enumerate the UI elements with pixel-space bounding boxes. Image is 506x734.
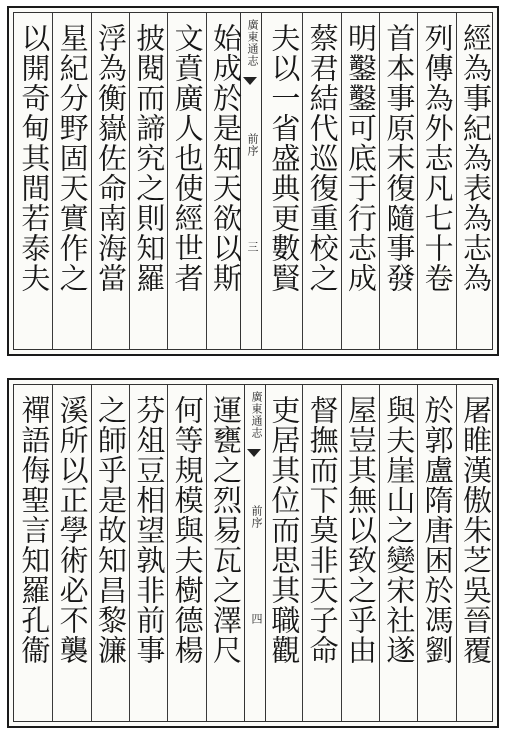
text-column: 浮為衡嶽佐命南海當 bbox=[93, 23, 128, 293]
section-label: 前序 bbox=[246, 133, 259, 157]
text-column: 於郭盧隋唐困於馮劉 bbox=[420, 395, 455, 665]
section-label: 前序 bbox=[250, 505, 263, 529]
text-column: 披閱而諦究之則知羅 bbox=[132, 23, 167, 293]
text-column: 經為事紀為表為志為 bbox=[458, 23, 493, 293]
center-margin-strip bbox=[244, 385, 266, 721]
text-column: 溪所以正學術必不襲 bbox=[55, 395, 90, 665]
text-column: 與夫崖山之變宋社遂 bbox=[382, 395, 417, 665]
bottom-page bbox=[7, 378, 499, 728]
text-column: 禪語侮聖言知羅孔衞 bbox=[17, 395, 52, 665]
top-page-frame bbox=[13, 12, 493, 350]
text-column: 運甕之烈易瓦之澤尺 bbox=[208, 395, 243, 665]
book-title-label: 廣東通志 bbox=[246, 19, 259, 67]
text-column: 夫以一省盛典更數賢 bbox=[267, 23, 302, 293]
bottom-page-frame bbox=[13, 384, 493, 722]
text-column: 文賁廣人也使經世者 bbox=[170, 23, 205, 293]
text-column: 明鑿鑿可底于行志成 bbox=[343, 23, 378, 293]
text-column: 首本事原末復隨事發 bbox=[382, 23, 417, 293]
text-column: 屋豈其無以致之乎由 bbox=[343, 395, 378, 665]
fishtail-ornament-icon bbox=[243, 77, 257, 85]
text-column: 蔡君結代巡復重校之 bbox=[305, 23, 340, 293]
book-title-label: 廣東通志 bbox=[250, 391, 263, 439]
page-number: 四 bbox=[250, 613, 263, 625]
text-column: 何等規模與夫樹德楊 bbox=[170, 395, 205, 665]
text-column: 列傳為外志凡七十卷 bbox=[420, 23, 455, 293]
text-column: 芬俎豆相望孰非前事 bbox=[132, 395, 167, 665]
text-column: 吏居其位而思其職觀 bbox=[267, 395, 302, 665]
text-column: 星紀分野固天實作之 bbox=[55, 23, 90, 293]
text-column: 之師乎是故知昌黎濂 bbox=[93, 395, 128, 665]
text-column: 始成於是知天欲以斯 bbox=[208, 23, 243, 293]
page-number: 三 bbox=[246, 241, 259, 253]
text-column: 屠睢漢傲朱芝吳晉覆 bbox=[458, 395, 493, 665]
text-column: 以開奇甸其間若泰夫 bbox=[17, 23, 52, 293]
fishtail-ornament-icon bbox=[247, 449, 261, 457]
top-page bbox=[7, 6, 499, 356]
text-column: 督撫而下莫非天子命 bbox=[305, 395, 340, 665]
